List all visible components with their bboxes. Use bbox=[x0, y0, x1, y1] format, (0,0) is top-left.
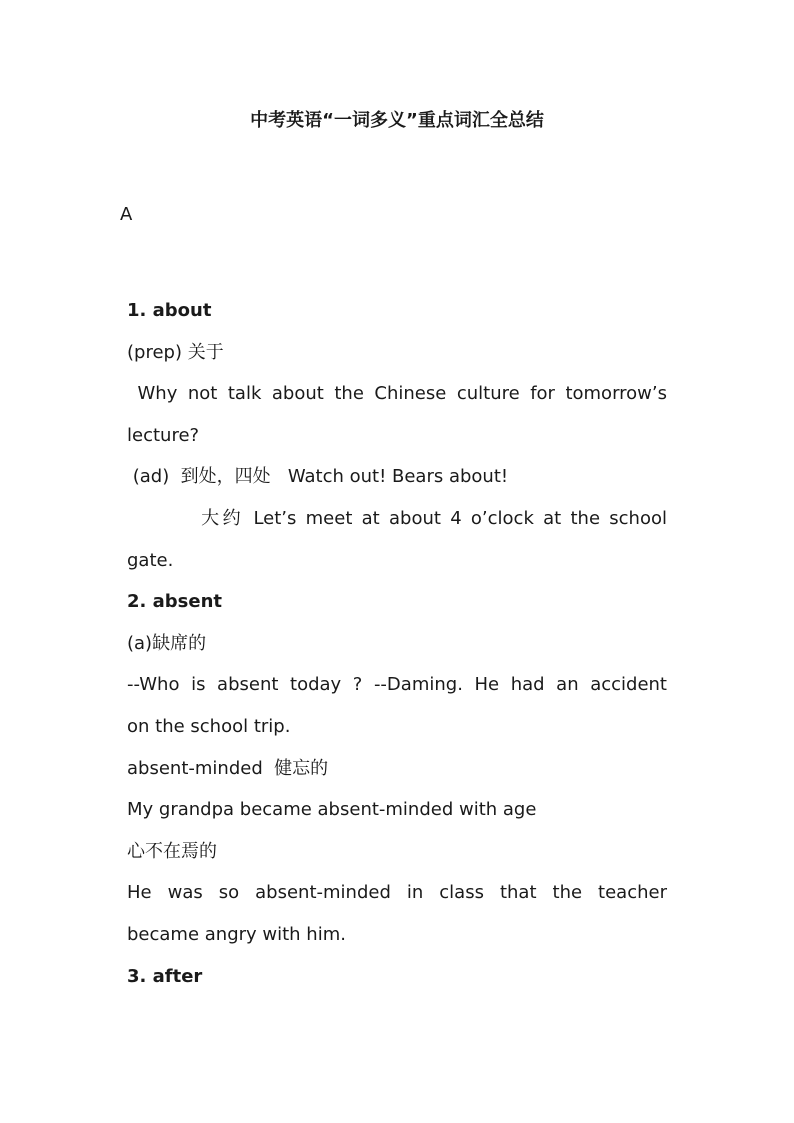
definition-line: absent-minded 健忘的 bbox=[127, 758, 329, 779]
entry-heading-absent: 2. absent bbox=[127, 591, 223, 612]
example-line: 大约 Let’s meet at about 4 o’clock at the school bbox=[127, 508, 667, 529]
example-line: on the school trip. bbox=[127, 716, 291, 737]
definition-line: 心不在焉的 bbox=[127, 841, 217, 862]
example-line: My grandpa became absent-minded with age bbox=[127, 799, 537, 820]
example-line: Why not talk about the Chinese culture for tomorrow’s bbox=[127, 383, 667, 404]
definition-line: (prep) 关于 bbox=[127, 342, 224, 363]
entry-heading-about: 1. about bbox=[127, 300, 212, 321]
document-title: 中考英语“一词多义”重点词汇全总结 bbox=[250, 110, 544, 131]
example-line: gate. bbox=[127, 550, 174, 571]
section-letter: A bbox=[120, 204, 133, 225]
definition-line: (ad) 到处，四处 Watch out! Bears about! bbox=[127, 466, 509, 487]
definition-line: (a)缺席的 bbox=[127, 633, 207, 654]
example-line: became angry with him. bbox=[127, 924, 346, 945]
example-line: lecture? bbox=[127, 425, 200, 446]
example-line: --Who is absent today ? --Daming. He had an accident bbox=[127, 674, 667, 695]
example-line: He was so absent-minded in class that the teacher bbox=[127, 882, 667, 903]
entry-heading-after: 3. after bbox=[127, 966, 203, 987]
